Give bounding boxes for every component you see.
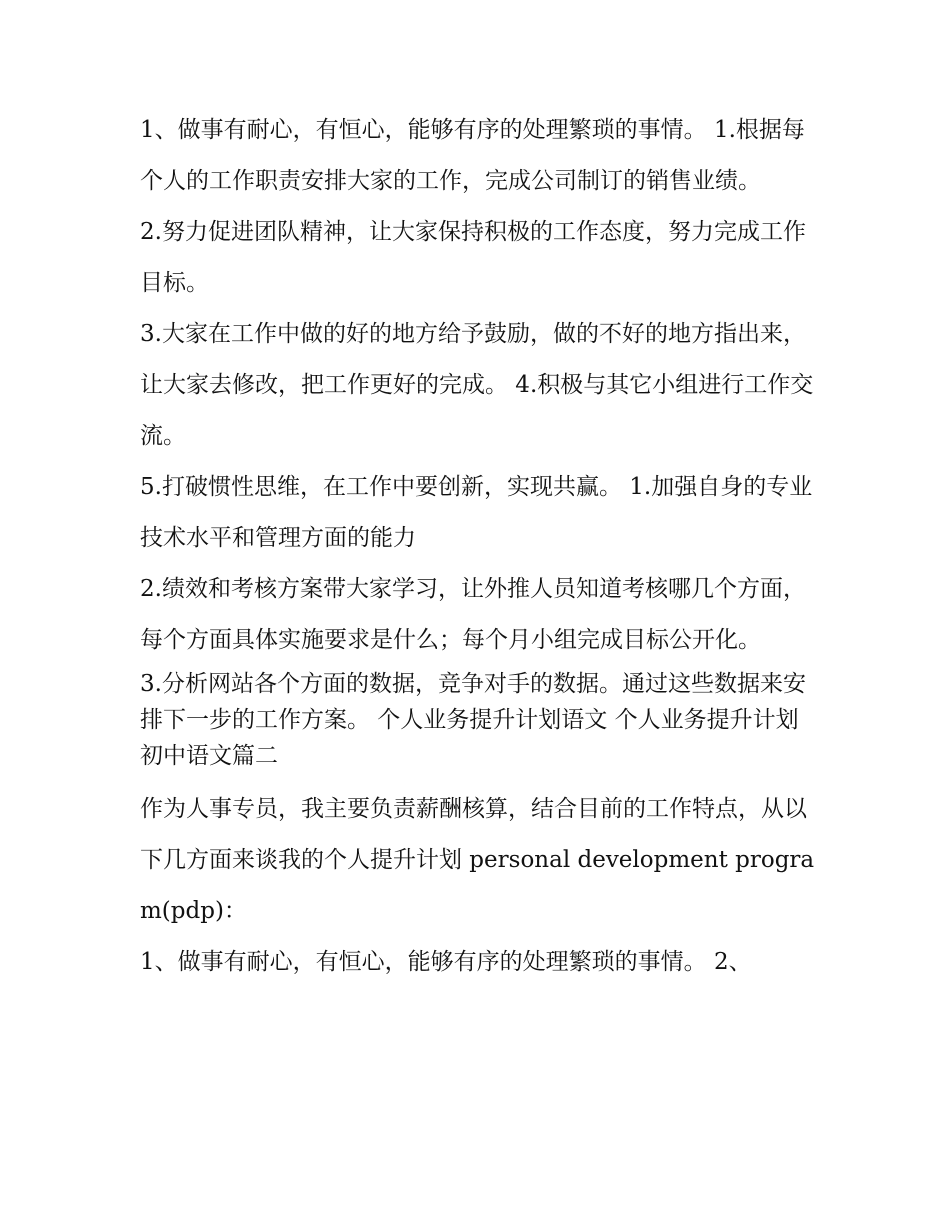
paragraph-1: 1、做事有耐心，有恒心，能够有序的处理繁琐的事情。 1.根据每个人的工作职责安排大家的工作，完成公司制订的销售业绩。 (140, 117, 805, 194)
document-body (140, 105, 815, 988)
paragraph-2: 2.努力促进团队精神，让大家保持积极的工作态度，努力完成工作目标。 (140, 219, 806, 296)
paragraph-8: 1、做事有耐心，有恒心，能够有序的处理繁琐的事情。 2、 (140, 949, 752, 975)
paragraph-5: 2.绩效和考核方案带大家学习，让外推人员知道考核哪几个方面，每个方面具体实施要求是什么；每个月小组完成目标公开化。 (140, 576, 806, 653)
paragraph-4: 5.打破惯性思维，在工作中要创新，实现共赢。 1.加强自身的专业技术水平和管理方面的能力 (140, 474, 813, 551)
paragraph-3: 3.大家在工作中做的好的地方给予鼓励，做的不好的地方指出来，让大家去修改，把工作更好的完成。 4.积极与其它小组进行工作交流。 (140, 321, 814, 449)
paragraph-6: 3.分析网站各个方面的数据，竞争对手的数据。通过这些数据来安排下一步的工作方案。 个人业务提升计划语文 个人业务提升计划初中语文篇二 (140, 671, 806, 769)
paragraph-7: 作为人事专员，我主要负责薪酬核算，结合目前的工作特点，从以下几方面来谈我的个人提升计划 personal development program(pdp)： (140, 796, 815, 924)
